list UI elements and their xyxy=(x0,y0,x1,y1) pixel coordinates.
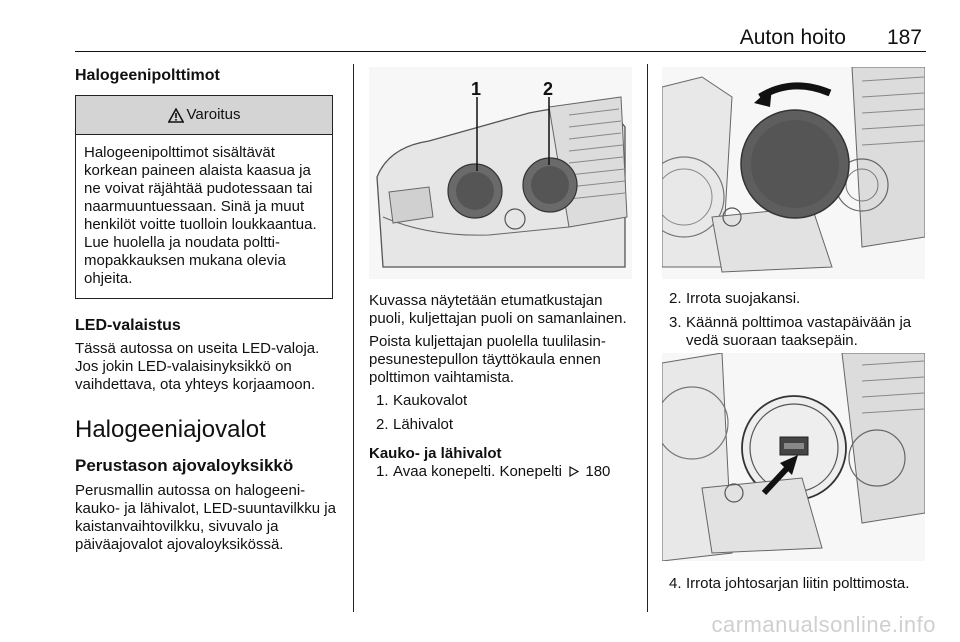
steps-list-1 xyxy=(369,463,635,481)
figure-legend xyxy=(369,392,635,434)
steps-title-high-low-beam: Kauko- ja lähivalot xyxy=(369,445,502,462)
watermark: carmanualsonline.info xyxy=(711,612,936,637)
step-item: 4. Irrota johtosarjan liitin polttimosta. xyxy=(669,575,910,592)
step-item: 2. Irrota suojakansi. xyxy=(669,290,801,307)
figure-label-2: 2 xyxy=(543,79,554,99)
led-paragraph: Tässä autossa on useita LED-valoja. Jos jokin LED-valaisinyksikkö on vaihdettava, ota yhteys korjaamoon. xyxy=(75,340,320,393)
left-column xyxy=(75,66,341,554)
warning-header xyxy=(76,96,332,135)
page-ref-triangle-icon xyxy=(569,466,579,477)
legend-item: 1. Kaukovalot xyxy=(376,392,468,409)
basic-unit-paragraph: Perusmallin autossa on halogeenikauko- ja lähivalot, LED-suuntavilkku ja kaistanvaihtovilkku, sivuvalo ja päiväajovalot ajovaloyksikössä. xyxy=(75,482,336,553)
middle-column xyxy=(369,292,635,486)
running-header-title: Auton hoito xyxy=(739,26,846,49)
section-title-led: LED-valaistus xyxy=(75,317,181,334)
figure-caption: Kuvassa näytetään etumatkustajan puoli, kuljettajan puoli on samanlainen. xyxy=(369,292,627,327)
warning-box xyxy=(75,95,333,299)
header-rule xyxy=(75,51,926,52)
right-column-steps-b xyxy=(669,575,931,598)
page-ref-link[interactable]: 180 xyxy=(585,463,611,480)
right-column-steps-a xyxy=(669,290,931,355)
warning-text: Halogeenipolttimot sisältävät korkean paineen alaista kaasua ja ne voivat räjähtää pudotessaan tai naarmuuntuessaan. Sinä ja muut henkilöt voitte tuolloin loukkaantua. Lue huolella ja noudata polttimopakkauksen mukana olevia ohjeita. xyxy=(84,144,317,287)
warning-label: Varoitus xyxy=(186,106,241,123)
washer-note: Poista kuljettajan puolella tuulilasinpesunestepullon täyttökaula ennen polttimon vaihtamista. xyxy=(369,333,606,386)
section-title-halogen-bulbs: Halogeenipolttimot xyxy=(75,67,220,84)
warning-triangle-icon xyxy=(168,108,184,123)
figure-label-1: 1 xyxy=(471,79,482,99)
column-divider-1 xyxy=(353,64,354,612)
column-divider-2 xyxy=(647,64,648,612)
step-item: 3. Käännä polttimoa vastapäivään ja vedä suoraan taaksepäin. xyxy=(669,314,912,349)
figure-remove-bulb xyxy=(662,353,925,561)
heading-halogen-headlights: Halogeeniajovalot xyxy=(75,416,266,443)
page-number: 187 xyxy=(886,26,922,49)
figure-remove-cover xyxy=(662,67,925,279)
step-item: 1. Avaa konepelti. Konepelti 180 xyxy=(376,463,611,480)
figure-headlight-rear xyxy=(369,67,632,279)
heading-basic-headlight-unit: Perustason ajovaloyksikkö xyxy=(75,456,294,475)
legend-item: 2. Lähivalot xyxy=(376,416,454,433)
